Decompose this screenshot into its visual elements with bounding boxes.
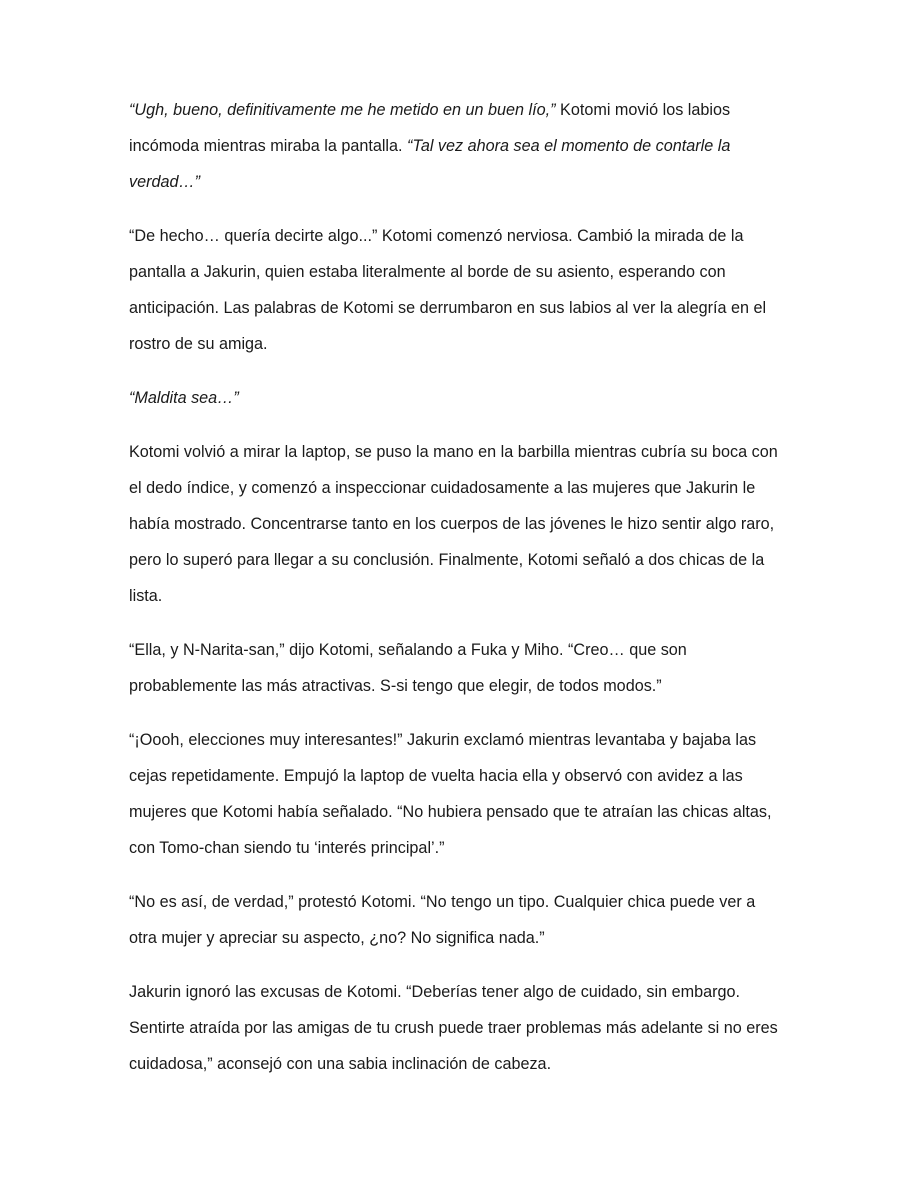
paragraph-6 xyxy=(129,722,779,866)
narration-text: “Ella, y N-Narita-san,” dijo Kotomi, señalando a Fuka y Miho. “Creo… que son probablemente las más atractivas. S-si tengo que elegir, de todos modos.” xyxy=(129,641,687,695)
paragraph-5 xyxy=(129,632,779,704)
text-body xyxy=(129,92,779,1100)
narration-text: Jakurin ignoró las excusas de Kotomi. “Deberías tener algo de cuidado, sin embargo. Sentirte atraída por las amigas de tu crush puede traer problemas más adelante si no eres cuidadosa,” aconsejó con una sabia inclinación de cabeza. xyxy=(129,983,778,1073)
italic-thought: “Maldita sea…” xyxy=(129,389,239,407)
narration-text: “No es así, de verdad,” protestó Kotomi. “No tengo un tipo. Cualquier chica puede ver a otra mujer y apreciar su aspecto, ¿no? No significa nada.” xyxy=(129,893,756,947)
narration-text: Kotomi movió los labios incómoda mientras miraba la pantalla. xyxy=(129,101,731,155)
paragraph-7 xyxy=(129,884,779,956)
paragraph-4 xyxy=(129,434,779,614)
narration-text: Kotomi volvió a mirar la laptop, se puso la mano en la barbilla mientras cubría su boca con el dedo índice, y comenzó a inspeccionar cuidadosamente a las mujeres que Jakurin le había mostrado. Concentrarse tanto en los cuerpos de las jóvenes le hizo sentir algo raro, pero lo superó para llegar a su conclusión. Finalmente, Kotomi señaló a dos chicas de la lista. xyxy=(129,443,778,605)
paragraph-2 xyxy=(129,218,779,362)
italic-thought: “Tal vez ahora sea el momento de contarle la verdad…” xyxy=(129,137,731,191)
narration-text: “De hecho… quería decirte algo...” Kotomi comenzó nerviosa. Cambió la mirada de la pantalla a Jakurin, quien estaba literalmente al borde de su asiento, esperando con anticipación. Las palabras de Kotomi se derrumbaron en sus labios al ver la alegría en el rostro de su amiga. xyxy=(129,227,767,353)
paragraph-1 xyxy=(129,92,779,200)
italic-thought: “Ugh, bueno, definitivamente me he metido en un buen lío,” xyxy=(129,101,556,119)
paragraph-8 xyxy=(129,974,779,1082)
narration-text: “¡Oooh, elecciones muy interesantes!” Jakurin exclamó mientras levantaba y bajaba las cejas repetidamente. Empujó la laptop de vuelta hacia ella y observó con avidez a las mujeres que Kotomi había señalado. “No hubiera pensado que te atraían las chicas altas, con Tomo-chan siendo tu ‘interés principal’.” xyxy=(129,731,772,857)
paragraph-3 xyxy=(129,380,779,416)
